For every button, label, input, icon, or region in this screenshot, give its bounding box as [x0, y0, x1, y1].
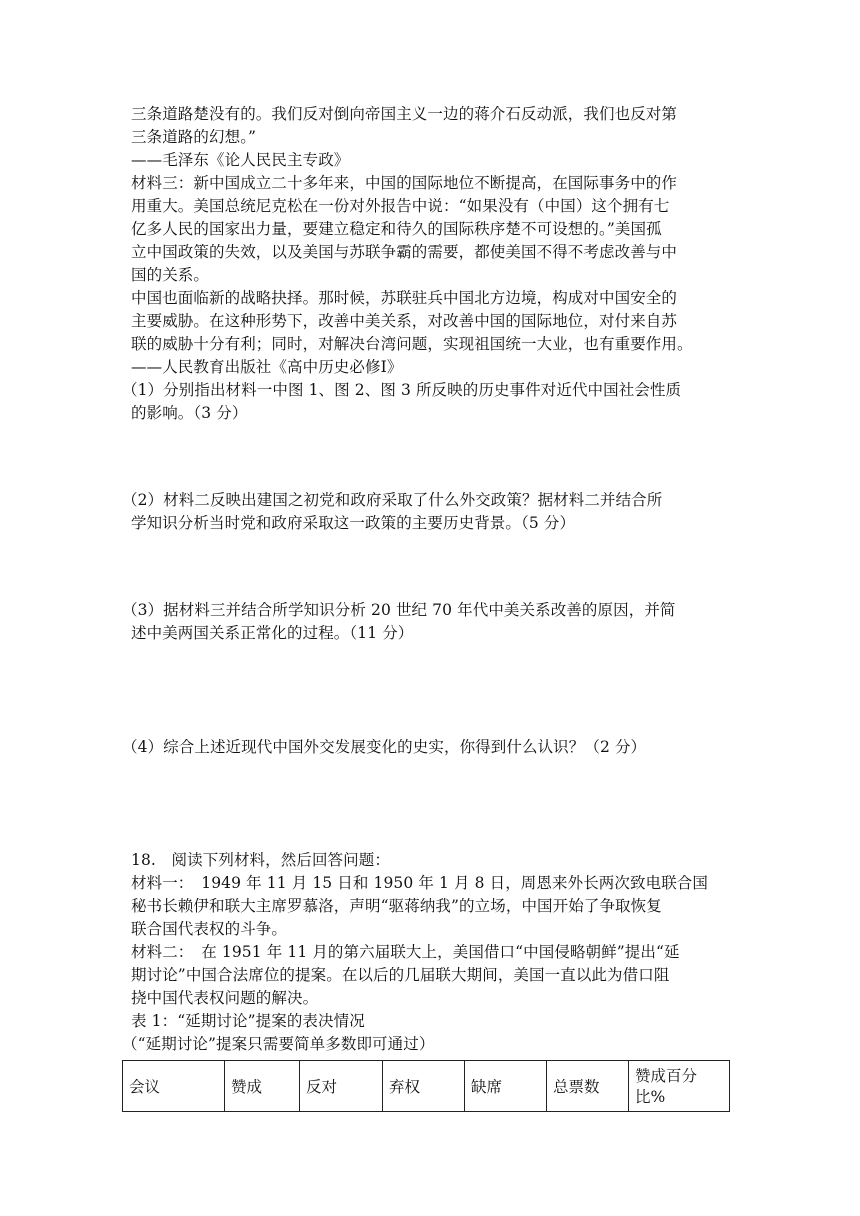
material-one-line: 材料一： 1949 年 11 月 15 日和 1950 年 1 月 8 日，周恩来外长两次致电联合国: [131, 874, 709, 892]
table-caption: 表 1：“延期讨论”提案的表决情况: [131, 1012, 365, 1030]
question-2-cont: 学知识分析当时党和政府采取这一政策的主要历史背景。（5 分）: [131, 514, 576, 532]
question-1-cont: 的影响。（3 分）: [131, 404, 248, 422]
col-abstain: 弃权: [383, 1061, 465, 1112]
text-line: 主要威胁。在这种形势下，改善中美关系，对改善中国的国际地位，对付来自苏: [131, 312, 678, 330]
text-line: 国的关系。: [131, 266, 210, 284]
citation-line: ——毛泽东《论人民民主专政》: [131, 151, 350, 169]
text-line: 用重大。美国总统尼克松在一份对外报告中说：“如果没有（中国）这个拥有七: [131, 197, 670, 215]
question-3-cont: 述中美两国关系正常化的过程。（11 分）: [131, 624, 414, 642]
text-line: 三条道路的幻想。”: [131, 128, 257, 146]
text-line: 期讨论”中国合法席位的提案。在以后的几届联大期间，美国一直以此为借口阻: [131, 966, 670, 984]
table-note: （“延期讨论”提案只需要简单多数即可通过）: [122, 1035, 435, 1053]
question-1: （1）分别指出材料一中图 1、图 2、图 3 所反映的历史事件对近代中国社会性质: [122, 381, 682, 399]
col-total: 总票数: [547, 1061, 629, 1112]
vote-table: [122, 1060, 730, 1112]
col-no: 反对: [300, 1061, 383, 1112]
text-line: 亿多人民的国家出力量，要建立稳定和待久的国际秩序楚不可设想的。”美国孤: [131, 220, 662, 238]
citation-line: ——人民教育出版社《高中历史必修Ⅰ》: [131, 358, 403, 376]
table-header-row: [123, 1061, 730, 1112]
text-line: 联合国代表权的斗争。: [131, 920, 288, 938]
material-two-line: 材料二： 在 1951 年 11 月的第六届联大上，美国借口“中国侵略朝鲜”提出“延: [131, 943, 680, 961]
col-meeting: 会议: [123, 1061, 225, 1112]
question-3: （3）据材料三并结合所学知识分析 20 世纪 70 年代中美关系改善的原因，并简: [122, 601, 676, 619]
text-line: 立中国政策的失效，以及美国与苏联争霸的需要，都使美国不得不考虑改善与中: [131, 243, 678, 261]
col-percent: 赞成百分比%: [629, 1061, 730, 1112]
text-line: 中国也面临新的战略抉择。那时候，苏联驻兵中国北方边境，构成对中国安全的: [131, 289, 678, 307]
col-yes: 赞成: [225, 1061, 300, 1112]
text-line: 联的威胁十分有利；同时，对解决台湾问题，实现祖国统一大业，也有重要作用。: [131, 335, 693, 353]
question-2: （2）材料二反映出建国之初党和政府采取了什么外交政策？据材料二并结合所: [122, 491, 663, 509]
material-three-line: 材料三：新中国成立二十多年来，中国的国际地位不断提高，在国际事务中的作: [131, 174, 678, 192]
text-line: 三条道路楚没有的。我们反对倒向帝国主义一边的蒋介石反动派，我们也反对第: [131, 105, 678, 123]
text-line: 秘书长赖伊和联大主席罗慕洛，声明“驱蒋纳我”的立场，中国开始了争取恢复: [131, 897, 662, 915]
question-18-heading: 18. 阅读下列材料，然后回答问题：: [131, 851, 390, 869]
col-absent: 缺席: [465, 1061, 547, 1112]
text-line: 挠中国代表权问题的解决。: [131, 989, 319, 1007]
question-4: （4）综合上述近现代中国外交发展变化的史实，你得到什么认识？（2 分）: [122, 738, 647, 756]
